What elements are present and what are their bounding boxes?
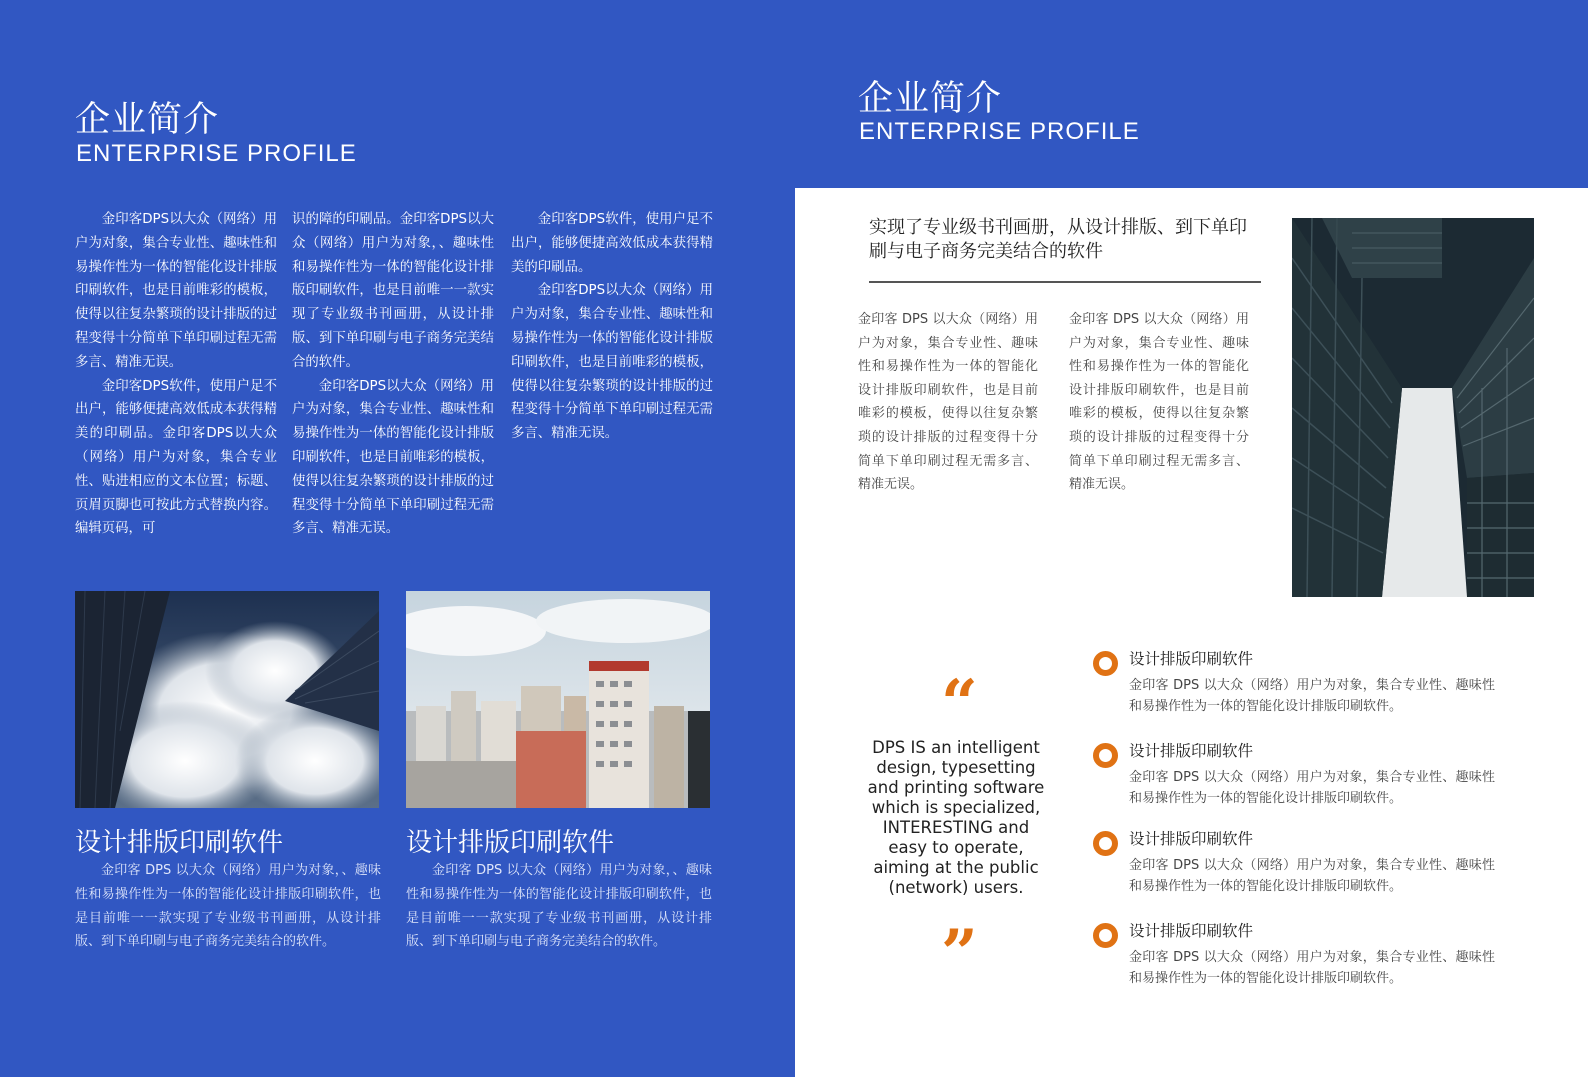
page-subtitle: ENTERPRISE PROFILE [76, 140, 357, 167]
paragraph: 金印客DPS软件，使用户足不出户，能够便捷高效低成本获得精美的印刷品。 [511, 212, 713, 275]
feature-title: 设计排版印刷软件 [1129, 650, 1254, 668]
circle-bullet-icon [1093, 923, 1118, 948]
divider [869, 281, 1261, 283]
paragraph: 金印客DPS以大众（网络）用户为对象，集合专业性、趣味性和易操作性为一体的智能化设计排版印刷软件，也是目前唯彩的模板，使得以往复杂繁琐的设计排版的过程变得十分简单下单印刷过程无需多言、精准无误。 [75, 212, 277, 370]
page-title: 企业简介 [858, 79, 1003, 119]
feature-body: 金印客 DPS 以大众（网络）用户为对象，集合专业性、趣味性和易操作性为一体的智能化设计排版印刷软件。 [1129, 858, 1495, 894]
circle-bullet-icon [1093, 831, 1118, 856]
quote-text: DPS IS an intelligent design, typesetting and printing software which is specialized, INTERESTING and easy to operate, aiming at the public (network) users. [867, 738, 1045, 897]
paragraph: 金印客DPS软件，使用户足不出户，能够便捷高效低成本获得精美的印刷品。金印客DPS以大众（网络）用户为对象，集合专业性、贴进相应的文本位置；标题、页眉页脚也可按此方式替换内容。编辑页码，可 [75, 378, 277, 537]
card-title: 设计排版印刷软件 [406, 828, 615, 858]
card-title: 设计排版印刷软件 [75, 828, 284, 858]
feature-body: 金印客 DPS 以大众（网络）用户为对象，集合专业性、趣味性和易操作性为一体的智能化设计排版印刷软件。 [1129, 770, 1495, 806]
clouds-skyscraper-photo [75, 591, 379, 808]
open-quote-icon: “ [941, 666, 978, 741]
circle-bullet-icon [1093, 743, 1118, 768]
page-title: 企业简介 [75, 100, 220, 140]
card-body: 金印客 DPS 以大众（网络）用户为对象，、趣味性和易操作性为一体的智能化设计排版印刷软件，也是目前唯一一款实现了专业级书刊画册，从设计排版、到下单印刷与电子商务完美结合的软件。 [75, 863, 381, 950]
headline: 实现了专业级书刊画册，从设计排版、到下单印刷与电子商务完美结合的软件 [869, 217, 1247, 262]
paragraph: 识的障的印刷品。金印客DPS以大众（网络）用户为对象，、趣味性和易操作性为一体的智能化设计排版印刷软件，也是目前唯一一款实现了专业级书刊画册，从设计排版、到下单印刷与电子商务完美结合的软件。 [292, 212, 494, 370]
paragraph: 金印客DPS以大众（网络）用户为对象，集合专业性、趣味性和易操作性为一体的智能化设计排版印刷软件，也是目前唯彩的模板，使得以往复杂繁琐的设计排版的过程变得十分简单下单印刷过程无需多言、精准无误。 [292, 378, 494, 537]
feature-title: 设计排版印刷软件 [1129, 922, 1254, 940]
feature-title: 设计排版印刷软件 [1129, 742, 1254, 760]
text-column-2: 金印客 DPS 以大众（网络）用户为对象，集合专业性、趣味性和易操作性为一体的智能化设计排版印刷软件，也是目前唯彩的模板，使得以往复杂繁琐的设计排版的过程变得十分简单下单印刷过程无需多言、精准无误。 [1069, 312, 1249, 493]
feature-title: 设计排版印刷软件 [1129, 830, 1254, 848]
circle-bullet-icon [1093, 651, 1118, 676]
towers-lookup-photo [1292, 218, 1534, 597]
text-column-2 [292, 208, 494, 541]
text-column-1: 金印客 DPS 以大众（网络）用户为对象，集合专业性、趣味性和易操作性为一体的智能化设计排版印刷软件，也是目前唯彩的模板，使得以往复杂繁琐的设计排版的过程变得十分简单下单印刷过程无需多言、精准无误。 [858, 312, 1038, 493]
feature-body: 金印客 DPS 以大众（网络）用户为对象，集合专业性、趣味性和易操作性为一体的智能化设计排版印刷软件。 [1129, 950, 1495, 986]
close-quote-icon: ” [941, 916, 978, 991]
text-column-3 [511, 208, 713, 446]
text-column-1 [75, 208, 277, 541]
feature-body: 金印客 DPS 以大众（网络）用户为对象，集合专业性、趣味性和易操作性为一体的智能化设计排版印刷软件。 [1129, 678, 1495, 714]
right-page [795, 0, 1588, 1077]
paragraph: 金印客DPS以大众（网络）用户为对象，集合专业性、趣味性和易操作性为一体的智能化设计排版印刷软件，也是目前唯彩的模板，使得以往复杂繁琐的设计排版的过程变得十分简单下单印刷过程无需多言、精准无误。 [511, 283, 713, 442]
page-subtitle: ENTERPRISE PROFILE [859, 118, 1140, 145]
card-body: 金印客 DPS 以大众（网络）用户为对象，、趣味性和易操作性为一体的智能化设计排版印刷软件，也是目前唯一一款实现了专业级书刊画册，从设计排版、到下单印刷与电子商务完美结合的软件。 [406, 863, 712, 950]
city-buildings-photo [406, 591, 710, 808]
